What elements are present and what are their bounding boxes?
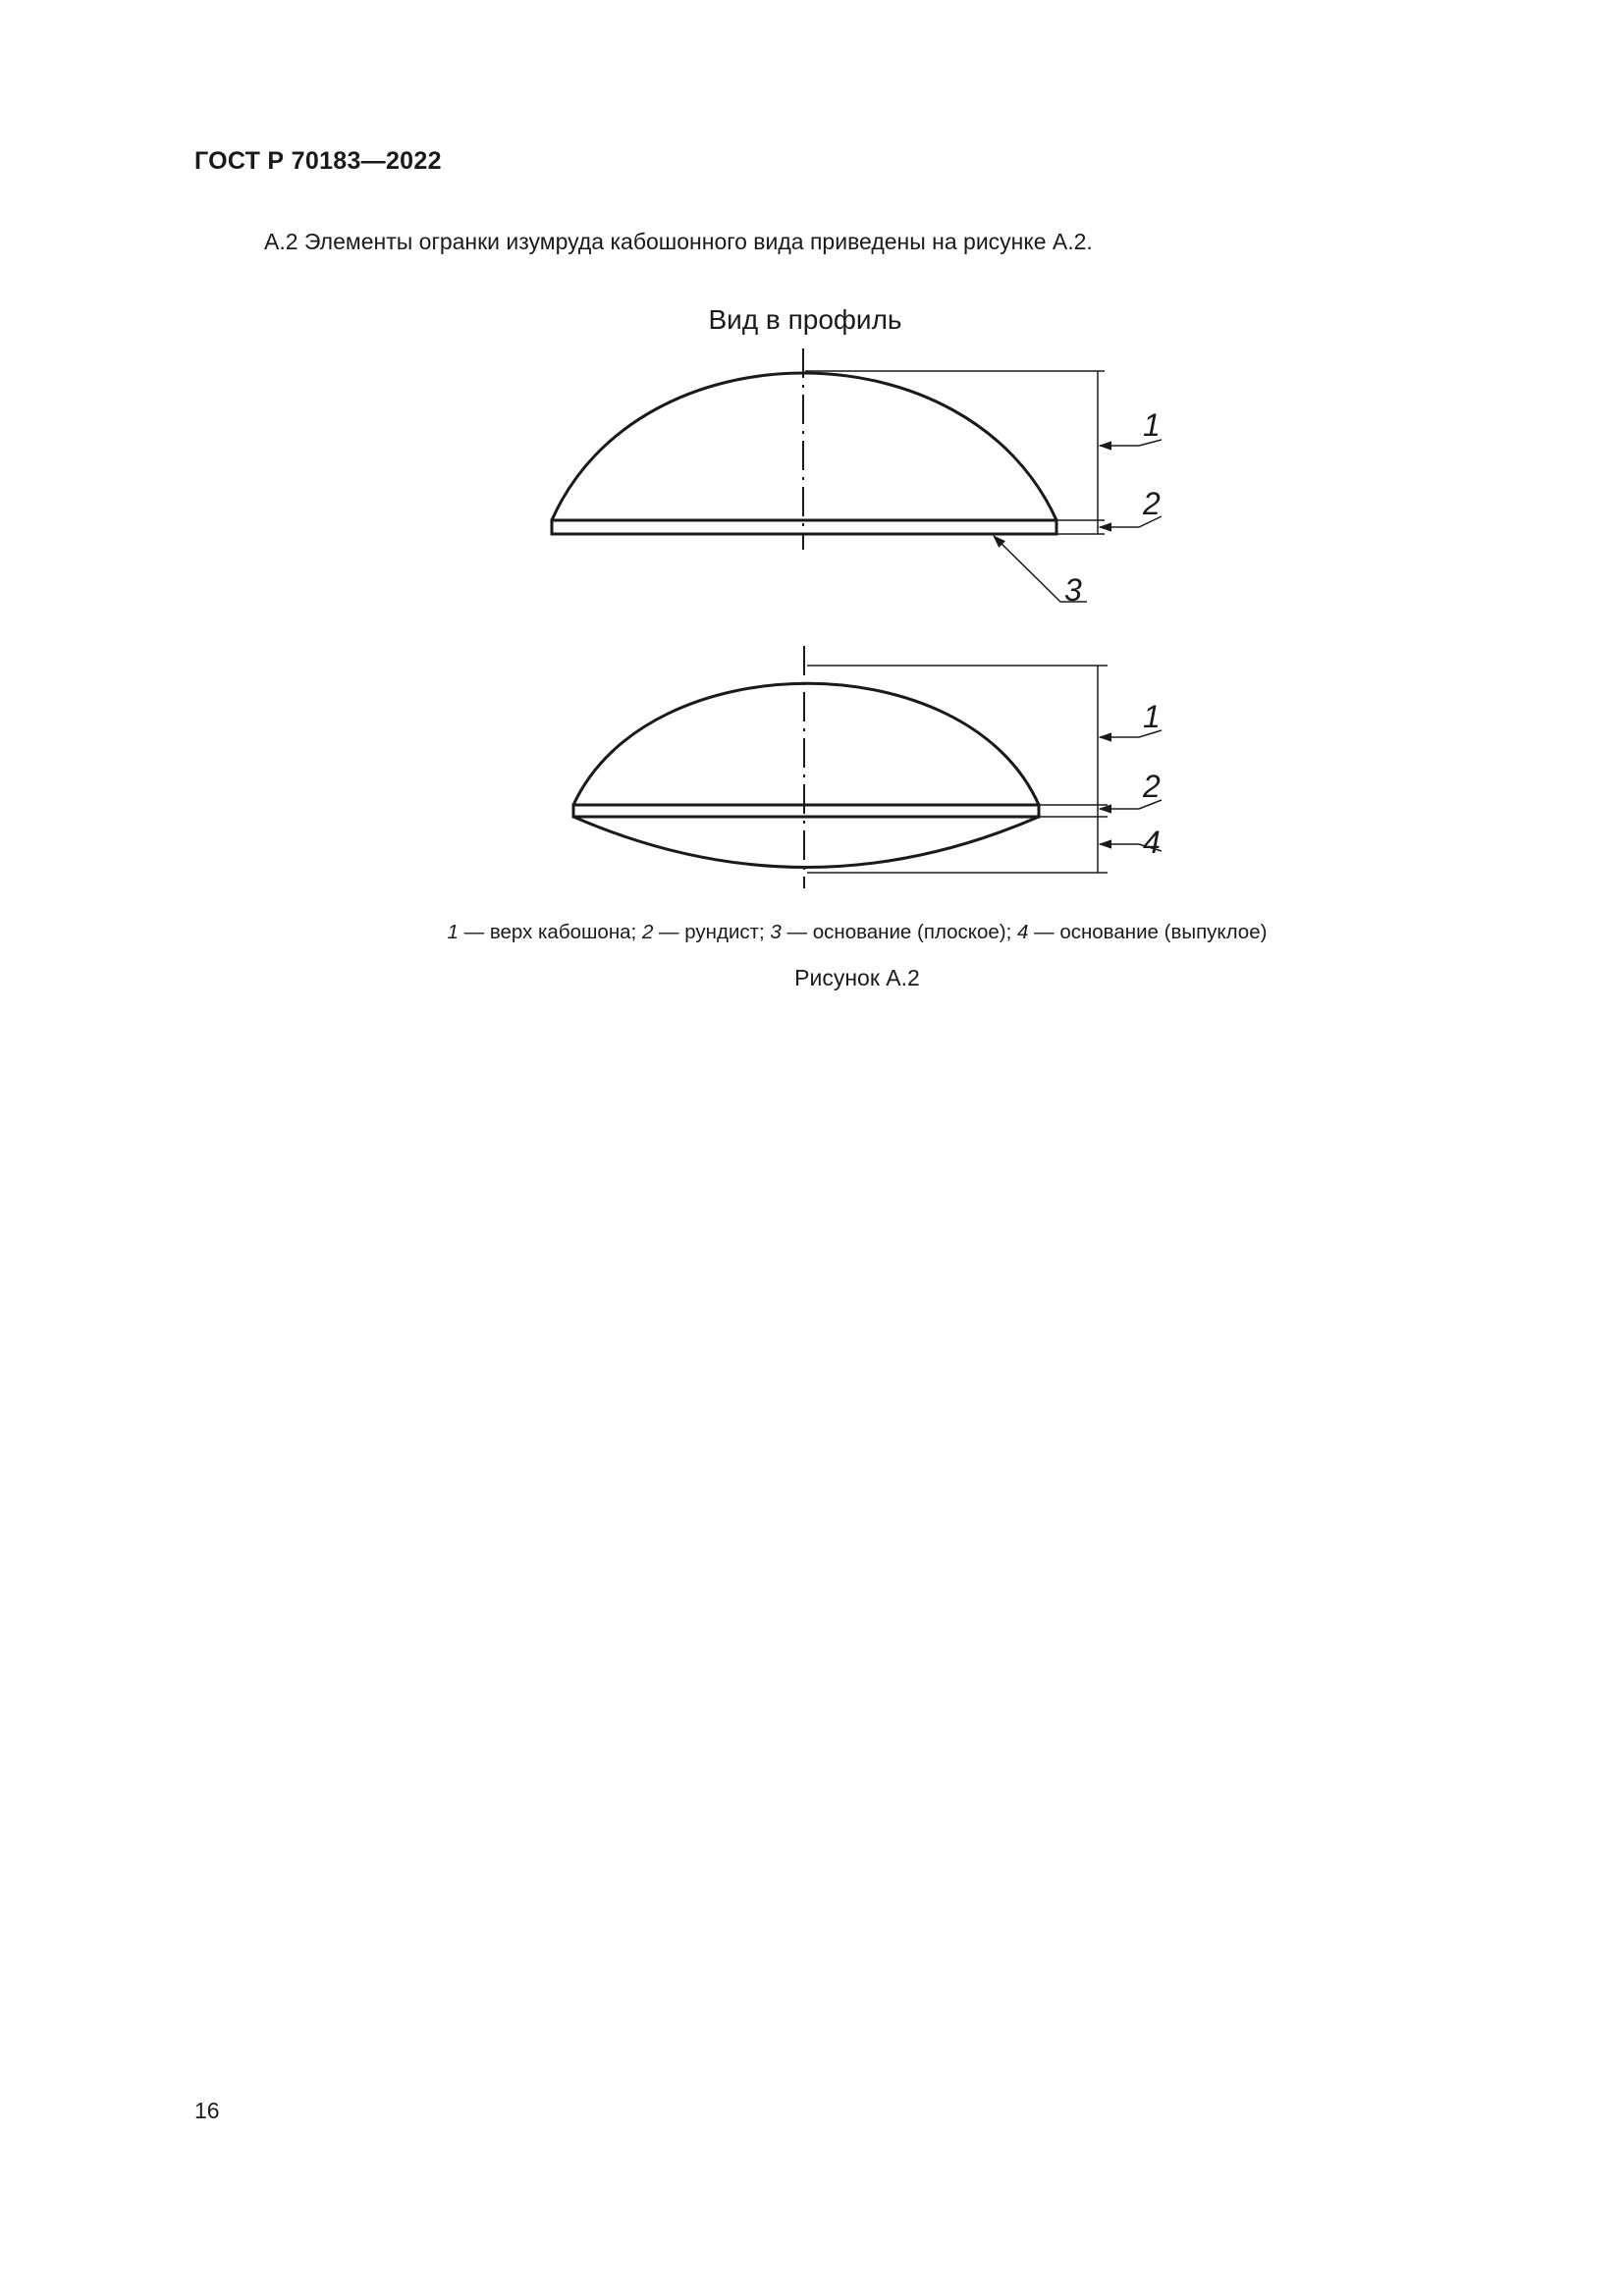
legend-text-4: — основание (выпуклое) [1028, 921, 1268, 943]
figure-caption: Рисунок А.2 [794, 965, 920, 990]
top-callout-2: 2 [1143, 486, 1161, 521]
document-header: ГОСТ Р 70183—2022 [194, 147, 442, 175]
top-girdle [552, 520, 1056, 534]
bottom-convex-base [573, 817, 1039, 868]
view-title: Вид в профиль [708, 304, 902, 335]
legend-text-3: — основание (плоское); [781, 921, 1018, 943]
top-callout-3: 3 [1064, 572, 1082, 608]
legend-text-1: — верх кабошона; [458, 921, 642, 943]
figure-legend [0, 921, 1624, 944]
bottom-callout-4: 4 [1143, 825, 1161, 860]
section-paragraph: А.2 Элементы огранки изумруда кабошонного вида приведены на рисунке А.2. [264, 229, 1093, 254]
legend-num-3: 3 [770, 921, 782, 943]
bottom-cabochon [573, 646, 1162, 888]
legend-num-1: 1 [447, 921, 459, 943]
top-callout-1: 1 [1143, 407, 1161, 443]
bottom-callout-2: 2 [1143, 769, 1161, 804]
page-number: 16 [194, 2098, 220, 2123]
bottom-girdle [573, 805, 1039, 817]
legend-text-2: — рундист; [653, 921, 771, 943]
legend-num-2: 2 [641, 921, 654, 943]
cabochon-drawing [0, 0, 1624, 913]
bottom-dome-outline [573, 683, 1039, 805]
top-cabochon [552, 348, 1162, 602]
legend-num-4: 4 [1017, 921, 1029, 943]
bottom-callout-1: 1 [1143, 699, 1161, 734]
